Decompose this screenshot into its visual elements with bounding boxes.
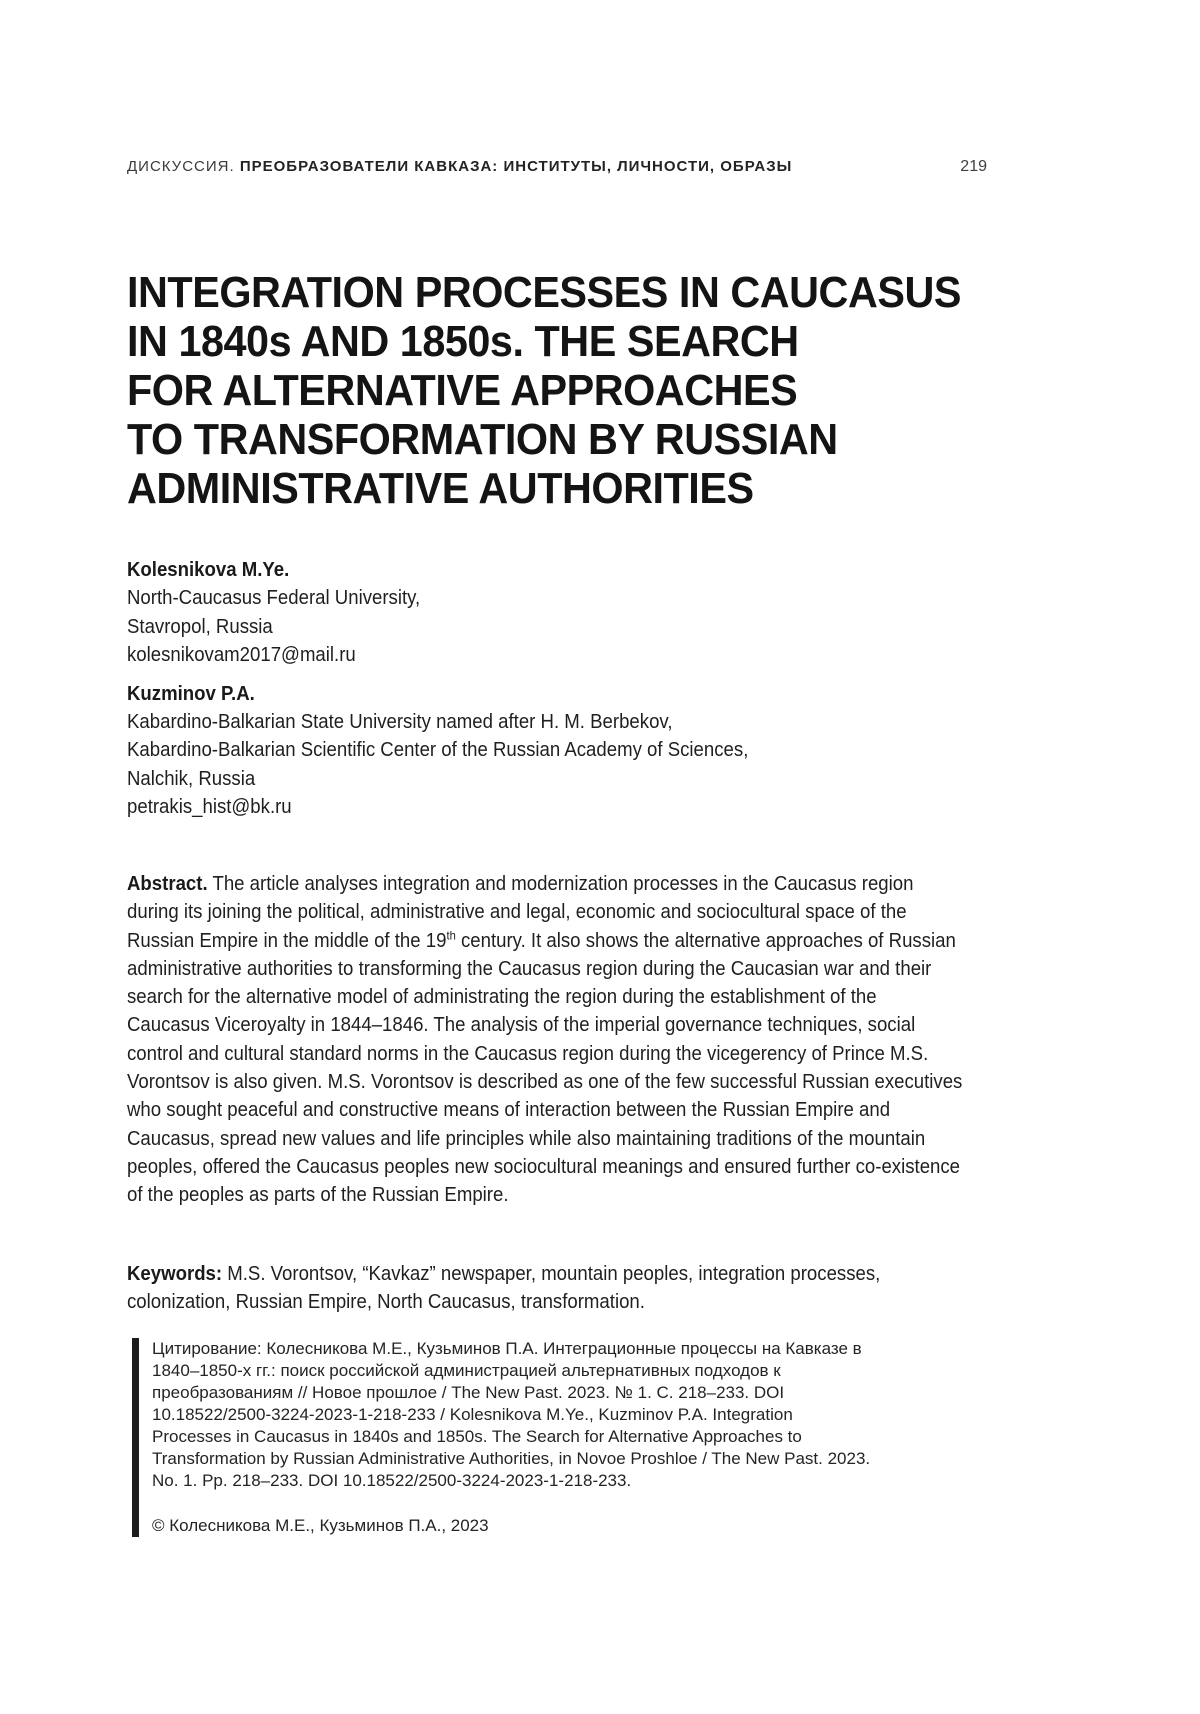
abstract-label: Abstract. xyxy=(127,873,208,895)
copyright-line: © Колесникова М.Е., Кузьминов П.А., 2023 xyxy=(152,1516,489,1535)
author-affiliation: Nalchik, Russia xyxy=(127,767,256,790)
running-head-text xyxy=(127,158,792,175)
abstract-text-part1: The article analyses integration and modernization processes in the Caucasus region during its joining the political, administrative and legal, economic and sociocultural space of the Russian Empire in the middle of the 19 xyxy=(127,873,914,952)
running-head xyxy=(127,158,987,176)
author-affiliation: Kabardino-Balkarian State University named after H. M. Berbekov, xyxy=(127,711,673,734)
keywords-paragraph xyxy=(127,1260,964,1317)
author-affiliation: Stavropol, Russia xyxy=(127,615,273,638)
title-line: IN 1840s AND 1850s. THE SEARCH xyxy=(127,317,799,366)
title-line: ADMINISTRATIVE AUTHORITIES xyxy=(127,464,754,513)
author-block xyxy=(127,556,964,670)
author-block xyxy=(127,680,964,822)
author-email: petrakis_hist@bk.ru xyxy=(127,796,292,819)
ordinal-superscript: th xyxy=(446,927,456,942)
author-affiliation: Kabardino-Balkarian Scientific Center of the Russian Academy of Sciences, xyxy=(127,739,749,762)
authors-section xyxy=(127,556,964,822)
section-title: ПРЕОБРАЗОВАТЕЛИ КАВКАЗА: ИНСТИТУТЫ, ЛИЧНОСТИ, ОБРАЗЫ xyxy=(239,158,793,175)
citation-text: Цитирование: Колесникова М.Е., Кузьминов П.А. Интеграционные процессы на Кавказе в 1840–1850-х гг.: поиск российской администрацией альтернативных подходов к преобразованиям // Новое прошлое / The New Past. 2023. № 1. С. 218–233. DOI 10.18522/2500-3224-2023-1-218-233 / Kolesnikova M.Ye., Kuzminov P.A. Integration Processes in Caucasus in 1840s and 1850s. The Search for Alternative Approaches to Transformation by Russian Administrative Authorities, in Novoe Proshloe / The New Past. 2023. No. 1. Pp. 218–233. DOI 10.18522/2500-3224-2023-1-218-233. xyxy=(152,1339,871,1490)
author-name: Kuzminov P.A. xyxy=(127,682,255,705)
keywords-label: Keywords: xyxy=(127,1263,223,1285)
author-email: kolesnikovam2017@mail.ru xyxy=(127,644,356,667)
author-name: Kolesnikova M.Ye. xyxy=(127,559,290,581)
citation-block xyxy=(132,1338,872,1537)
article-title xyxy=(127,268,961,513)
title-line: FOR ALTERNATIVE APPROACHES xyxy=(127,366,798,415)
section-label: ДИСКУССИЯ. xyxy=(127,158,235,175)
author-affiliation: North-Caucasus Federal University, xyxy=(127,587,421,610)
abstract-text-part2: century. It also shows the alternative approaches of Russian administrative authorities to transforming the Caucasus region during the Caucasian war and their search for the alternative model of administrating the region during the establishment of the Caucasus Viceroyalty in 1844–1846. The analysis of the imperial governance techniques, social control and cultural standard norms in the Caucasus region during the vicegerency of Prince M.S. Vorontsov is also given. M.S. Vorontsov is described as one of the few successful Russian executives who sought peaceful and constructive means of interaction between the Russian Empire and Caucasus, spread new values and life principles while also maintaining traditions of the mountain peoples, offered the Caucasus peoples new sociocultural meanings and ensured further co-existence of the peoples as parts of the Russian Empire. xyxy=(127,929,963,1207)
title-line: TO TRANSFORMATION BY RUSSIAN xyxy=(127,415,838,464)
title-line: INTEGRATION PROCESSES IN CAUCASUS xyxy=(127,268,961,317)
abstract-paragraph xyxy=(127,870,964,1210)
page-number: 219 xyxy=(960,158,987,175)
keywords-text: M.S. Vorontsov, “Kavkaz” newspaper, mountain peoples, integration processes, colonization, Russian Empire, North Caucasus, transformation. xyxy=(127,1263,881,1314)
